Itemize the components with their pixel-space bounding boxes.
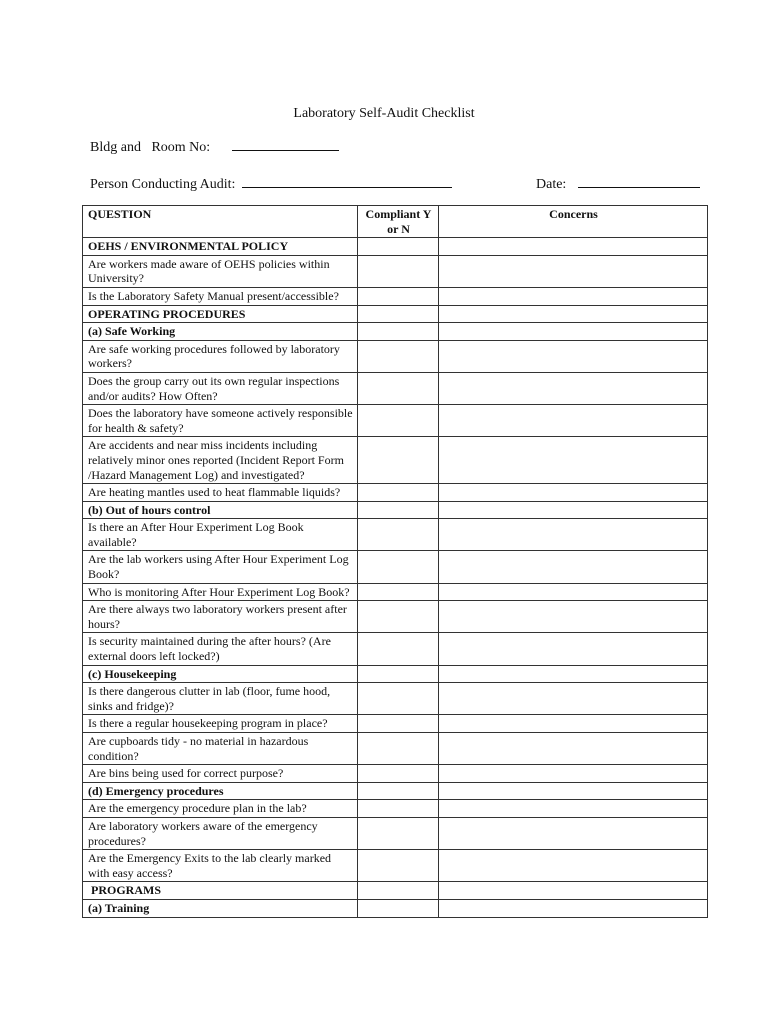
compliant-cell[interactable] [358,665,439,683]
concerns-cell[interactable] [439,255,708,287]
table-row [83,601,708,633]
compliant-header: Compliant Y or N [358,206,439,238]
concerns-cell[interactable] [439,340,708,372]
concerns-cell[interactable] [439,405,708,437]
heading-cell: (a) Safe Working [83,323,358,341]
concerns-cell[interactable] [439,501,708,519]
person-conducting-label: Person Conducting Audit: [90,177,236,192]
section-heading-row [83,305,708,323]
concerns-cell[interactable] [439,633,708,665]
concerns-cell[interactable] [439,601,708,633]
date-label: Date: [536,177,567,192]
question-cell: Is the Laboratory Safety Manual present/accessible? [83,287,358,305]
compliant-cell[interactable] [358,437,439,484]
bldg-room-field [90,140,339,156]
person-conducting-input-line[interactable] [242,186,452,188]
concerns-cell[interactable] [439,817,708,849]
compliant-cell[interactable] [358,882,439,900]
heading-cell: OEHS / ENVIRONMENTAL POLICY [83,238,358,256]
concerns-cell[interactable] [439,372,708,404]
compliant-cell[interactable] [358,238,439,256]
compliant-cell[interactable] [358,340,439,372]
compliant-cell[interactable] [358,323,439,341]
compliant-cell[interactable] [358,715,439,733]
compliant-cell[interactable] [358,800,439,818]
question-cell: Are workers made aware of OEHS policies within University? [83,255,358,287]
table-row [83,800,708,818]
heading-cell: (c) Housekeeping [83,665,358,683]
concerns-cell[interactable] [439,287,708,305]
concerns-cell[interactable] [439,519,708,551]
person-conducting-field [90,177,452,193]
compliant-cell[interactable] [358,601,439,633]
question-header: QUESTION [83,206,358,238]
concerns-header: Concerns [439,206,708,238]
concerns-cell[interactable] [439,733,708,765]
compliant-cell[interactable] [358,817,439,849]
question-cell: Are bins being used for correct purpose? [83,765,358,783]
subsection-heading-row [83,323,708,341]
concerns-cell[interactable] [439,583,708,601]
heading-cell: (d) Emergency procedures [83,782,358,800]
compliant-cell[interactable] [358,850,439,882]
question-cell: Are accidents and near miss incidents including relatively minor ones reported (Incident Report Form /Hazard Management Log) and investigated? [83,437,358,484]
concerns-cell[interactable] [439,665,708,683]
question-cell: Is there an After Hour Experiment Log Book available? [83,519,358,551]
compliant-cell[interactable] [358,782,439,800]
section-heading-row [83,882,708,900]
compliant-cell[interactable] [358,372,439,404]
subsection-heading-row [83,899,708,917]
concerns-cell[interactable] [439,238,708,256]
compliant-cell[interactable] [358,765,439,783]
compliant-cell[interactable] [358,501,439,519]
compliant-cell[interactable] [358,551,439,583]
question-cell: Are the emergency procedure plan in the lab? [83,800,358,818]
concerns-cell[interactable] [439,551,708,583]
concerns-cell[interactable] [439,323,708,341]
table-row [83,551,708,583]
concerns-cell[interactable] [439,305,708,323]
subsection-heading-row [83,782,708,800]
concerns-cell[interactable] [439,715,708,733]
compliant-cell[interactable] [358,484,439,502]
bldg-room-input-line[interactable] [232,149,339,151]
concerns-cell[interactable] [439,683,708,715]
heading-cell: PROGRAMS [83,882,358,900]
heading-cell: (a) Training [83,899,358,917]
table-row [83,340,708,372]
subsection-heading-row [83,501,708,519]
compliant-cell[interactable] [358,733,439,765]
table-row [83,633,708,665]
table-row [83,733,708,765]
table-row [83,715,708,733]
question-cell: Is there a regular housekeeping program in place? [83,715,358,733]
table-row [83,817,708,849]
checklist-table [82,205,708,918]
concerns-cell[interactable] [439,800,708,818]
compliant-cell[interactable] [358,405,439,437]
table-row [83,437,708,484]
table-row [83,484,708,502]
section-heading-row [83,238,708,256]
compliant-cell[interactable] [358,287,439,305]
question-cell: Are the lab workers using After Hour Experiment Log Book? [83,551,358,583]
table-row [83,850,708,882]
question-cell: Is security maintained during the after hours? (Are external doors left locked?) [83,633,358,665]
bldg-room-label: Bldg and Room No: [90,140,211,155]
question-cell: Does the laboratory have someone actively responsible for health & safety? [83,405,358,437]
question-cell: Are safe working procedures followed by laboratory workers? [83,340,358,372]
table-row [83,683,708,715]
heading-cell: (b) Out of hours control [83,501,358,519]
question-cell: Are heating mantles used to heat flammable liquids? [83,484,358,502]
compliant-cell[interactable] [358,519,439,551]
concerns-cell[interactable] [439,882,708,900]
compliant-cell[interactable] [358,633,439,665]
date-field [536,177,700,193]
question-cell: Is there dangerous clutter in lab (floor, fume hood, sinks and fridge)? [83,683,358,715]
concerns-cell[interactable] [439,765,708,783]
heading-cell: OPERATING PROCEDURES [83,305,358,323]
concerns-cell[interactable] [439,782,708,800]
table-row [83,287,708,305]
question-cell: Are laboratory workers aware of the emergency procedures? [83,817,358,849]
document-title: Laboratory Self-Audit Checklist [293,106,475,121]
question-cell: Are the Emergency Exits to the lab clearly marked with easy access? [83,850,358,882]
concerns-cell[interactable] [439,850,708,882]
table-row [83,405,708,437]
table-row [83,372,708,404]
concerns-cell[interactable] [439,484,708,502]
compliant-cell[interactable] [358,583,439,601]
question-cell: Are there always two laboratory workers present after hours? [83,601,358,633]
question-cell: Are cupboards tidy - no material in hazardous condition? [83,733,358,765]
compliant-cell[interactable] [358,305,439,323]
date-input-line[interactable] [578,186,700,188]
question-cell: Does the group carry out its own regular inspections and/or audits? How Often? [83,372,358,404]
table-row [83,765,708,783]
concerns-cell[interactable] [439,437,708,484]
compliant-cell[interactable] [358,683,439,715]
compliant-cell[interactable] [358,899,439,917]
question-cell: Who is monitoring After Hour Experiment Log Book? [83,583,358,601]
compliant-cell[interactable] [358,255,439,287]
table-row [83,519,708,551]
table-row [83,583,708,601]
table-row [83,255,708,287]
subsection-heading-row [83,665,708,683]
table-header-row [83,206,708,238]
concerns-cell[interactable] [439,899,708,917]
